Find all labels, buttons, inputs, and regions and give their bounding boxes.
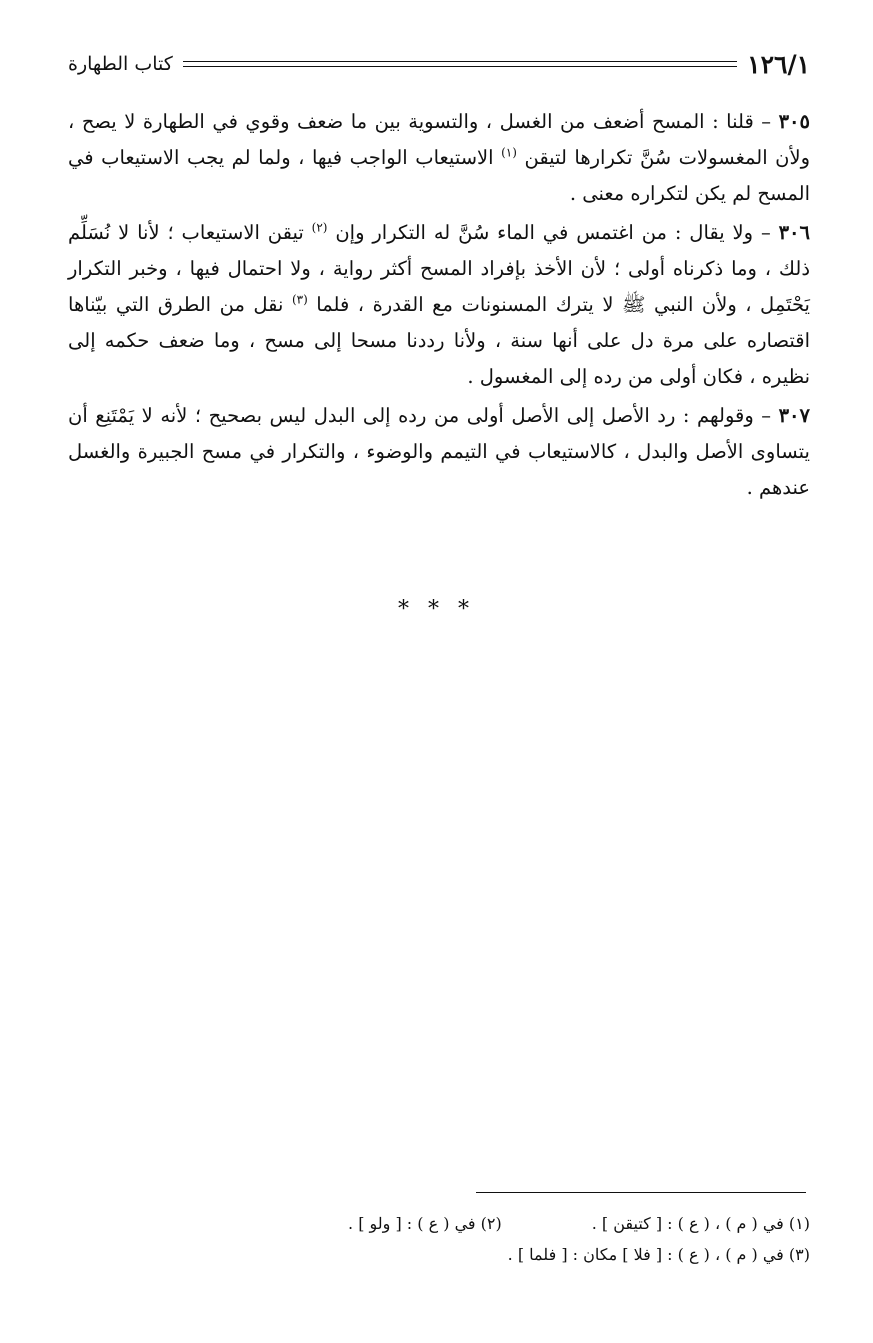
paragraph-number: ٣٠٦ <box>778 221 810 245</box>
paragraph-text: الاستيعاب الواجب فيها ، ولما لم يجب الاستيعاب في المسح لم يكن لتكراره معنى . <box>68 145 810 205</box>
running-title: كتاب الطهارة <box>68 53 173 75</box>
footnote-row <box>190 1239 810 1270</box>
page-header <box>68 44 810 84</box>
section-separator: * * * <box>398 597 475 622</box>
page-number: ١٢٦/١ <box>747 49 810 79</box>
paragraph-text: – قلنا : المسح أضعف من الغسل ، والتسوية بين ما ضعف وقوي في الطهارة لا يصح ، ولأن المغسولات سُنَّ تكرارها لتيقن <box>68 110 811 169</box>
paragraph-305 <box>68 104 810 211</box>
body-text <box>68 104 810 510</box>
paragraph-text: تيقن الاستيعاب ؛ لأنا لا نُسَلِّم ذلك ، وما ذكرناه أولى ؛ لأن الأخذ بإفراد المسح أكثر رواية ، ولا احتمال فيها ، وخبر التكرار يَحْتَمِل ، ولأن النبي ﷺ لا يترك المسنونات مع القدرة ، فلما <box>68 221 810 316</box>
footnote-ref-3: (٣) <box>291 292 308 307</box>
footnote-ref-1: (١) <box>501 145 517 160</box>
footnote-row <box>190 1208 810 1239</box>
paragraph-text: نقل من الطرق التي بيّناها اقتصاره على مرة دل على أنها سنة ، ولأنا رددنا مسحا إلى مسح ، وما ضعف حكمه إلى نظيره ، فكان أولى من رده إلى المغسول . <box>68 292 810 388</box>
footnote-rule <box>476 1192 806 1193</box>
paragraph-text: – ولا يقال : من اغتمس في الماء سُنَّ له التكرار وإن <box>335 221 779 245</box>
footnote-2: (٢) في ( ع ) : [ ولو ] . <box>348 1214 502 1233</box>
footnotes <box>190 1208 810 1270</box>
paragraph-307 <box>68 398 810 505</box>
paragraph-number: ٣٠٥ <box>778 110 810 133</box>
footnote-1: (١) في ( م ) ، ( ع ) : [ كتيقن ] . <box>591 1214 810 1233</box>
paragraph-text: – وقولهم : رد الأصل إلى الأصل أولى من رده إلى البدل ليس بصحيح ؛ لأنه لا يَمْتَنِع أن يتساوى الأصل والبدل ، كالاستيعاب في التيمم والوضوء ، والتكرار في مسح الجبيرة والغسل عندهم . <box>68 404 810 499</box>
paragraph-306 <box>68 215 810 394</box>
footnote-3: (٣) في ( م ) ، ( ع ) : [ فلا ] مكان : [ فلما ] . <box>507 1245 810 1264</box>
footnote-ref-2: (٢) <box>311 220 328 235</box>
paragraph-number: ٣٠٧ <box>778 404 810 428</box>
header-rule <box>183 61 737 67</box>
